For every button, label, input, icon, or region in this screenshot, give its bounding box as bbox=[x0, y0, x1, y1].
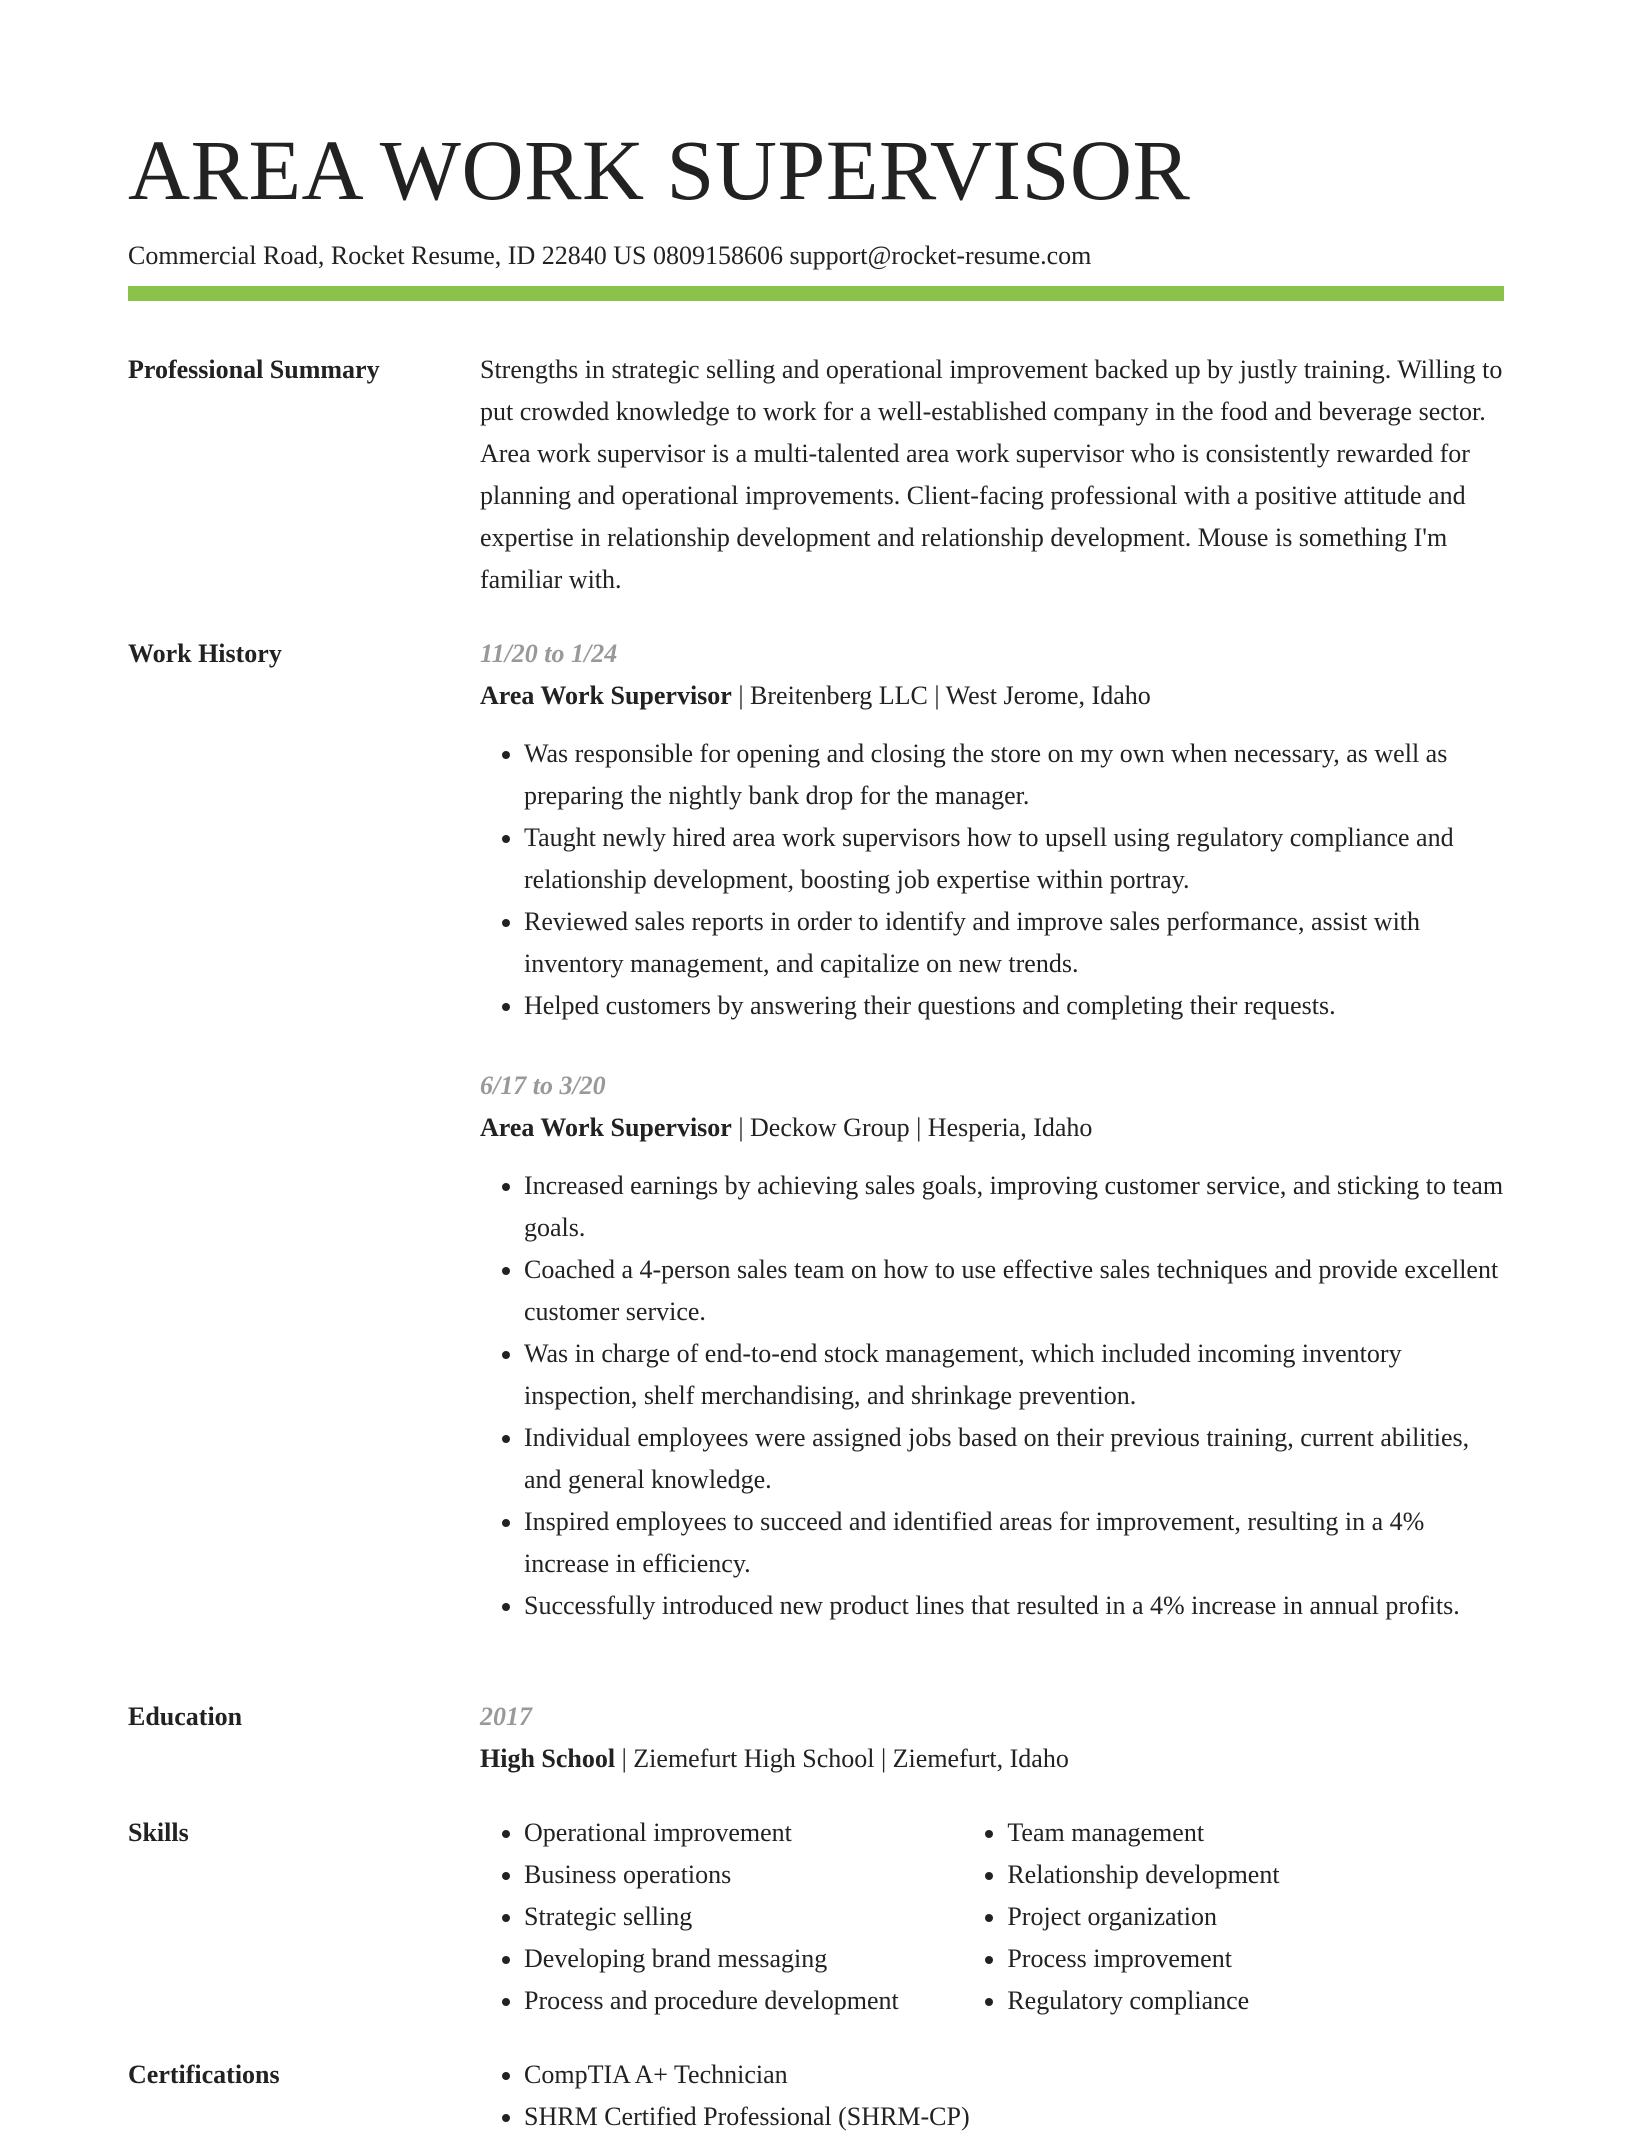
job-bullet: • Coached a 4-person sales team on how to use effective sales techniques and provide excellent customer service. bbox=[524, 1249, 1504, 1333]
skill-item: • Process and procedure development bbox=[524, 1980, 963, 2022]
job-details: | Breitenberg LLC | West Jerome, Idaho bbox=[731, 681, 1151, 710]
resume-header bbox=[128, 122, 1504, 272]
certifications-label: Certifications bbox=[128, 2060, 280, 2089]
education-label: Education bbox=[128, 1702, 243, 1731]
summary-label: Professional Summary bbox=[128, 355, 380, 384]
skills-label: Skills bbox=[128, 1818, 189, 1847]
certifications-list bbox=[480, 2054, 1504, 2138]
job-dates: 6/17 to 3/20 bbox=[480, 1071, 606, 1100]
education-body bbox=[480, 1696, 1504, 1780]
job-bullet: • Was in charge of end-to-end stock management, which included incoming inventory inspection, shelf merchandising, and shrinkage prevention. bbox=[524, 1333, 1504, 1417]
job-bullet: • Taught newly hired area work supervisors how to upsell using regulatory compliance and relationship development, boosting job expertise within portray. bbox=[524, 817, 1504, 901]
job-entry bbox=[480, 1065, 1504, 1627]
job-bullet: • Inspired employees to succeed and identified areas for improvement, resulting in a 4% increase in efficiency. bbox=[524, 1501, 1504, 1585]
skill-item: • Relationship development bbox=[1007, 1854, 1504, 1896]
education-year: 2017 bbox=[480, 1702, 532, 1731]
skill-item: • Business operations bbox=[524, 1854, 963, 1896]
job-details: | Deckow Group | Hesperia, Idaho bbox=[731, 1113, 1093, 1142]
job-role-line bbox=[480, 1107, 1504, 1149]
skills-column-left bbox=[480, 1812, 963, 2022]
skill-item: • Strategic selling bbox=[524, 1896, 963, 1938]
skills-column-right bbox=[963, 1812, 1504, 2022]
education-details: | Ziemefurt High School | Ziemefurt, Idaho bbox=[615, 1744, 1069, 1773]
skill-item: • Regulatory compliance bbox=[1007, 1980, 1504, 2022]
job-bullets bbox=[480, 733, 1504, 1027]
work-history-body bbox=[480, 633, 1504, 1627]
job-bullet: • Individual employees were assigned jobs based on their previous training, current abilities, and general knowledge. bbox=[524, 1417, 1504, 1501]
education-line bbox=[480, 1738, 1504, 1780]
skill-item: • Process improvement bbox=[1007, 1938, 1504, 1980]
contact-line: Commercial Road, Rocket Resume, ID 22840 US 0809158606 support@rocket-resume.com bbox=[128, 241, 1092, 270]
job-bullets bbox=[480, 1165, 1504, 1627]
skill-item: • Project organization bbox=[1007, 1896, 1504, 1938]
job-bullet: • Increased earnings by achieving sales goals, improving customer service, and sticking to team goals. bbox=[524, 1165, 1504, 1249]
skills-grid bbox=[480, 1812, 1504, 2022]
job-title: Area Work Supervisor bbox=[480, 681, 732, 710]
skills-body bbox=[480, 1812, 1504, 2022]
job-role-line bbox=[480, 675, 1504, 717]
certifications-body bbox=[480, 2054, 1504, 2138]
summary-body bbox=[480, 349, 1504, 601]
skill-item: • Developing brand messaging bbox=[524, 1938, 963, 1980]
job-title: Area Work Supervisor bbox=[480, 1113, 732, 1142]
job-bullet: • Reviewed sales reports in order to identify and improve sales performance, assist with inventory management, and capitalize on new trends. bbox=[524, 901, 1504, 985]
skill-item: • Operational improvement bbox=[524, 1812, 963, 1854]
certification-item: • CompTIA A+ Technician bbox=[524, 2054, 1504, 2096]
summary-text: Strengths in strategic selling and operational improvement backed up by justly training. Willing to put crowded knowledge to work for a well-established company in the food and beverage sector. Area work supervisor is a multi-talented area work supervisor who is consistently rewarded for planning and operational improvements. Client-facing professional with a positive attitude and expertise in relationship development and relationship development. Mouse is something I'm familiar with. bbox=[480, 355, 1503, 594]
job-bullet: • Successfully introduced new product lines that resulted in a 4% increase in annual profits. bbox=[524, 1585, 1504, 1627]
work-history-label: Work History bbox=[128, 639, 282, 668]
header-divider bbox=[128, 286, 1504, 301]
skill-item: • Team management bbox=[1007, 1812, 1504, 1854]
job-bullet: • Was responsible for opening and closing the store on my own when necessary, as well as preparing the nightly bank drop for the manager. bbox=[524, 733, 1504, 817]
candidate-name: AREA WORK SUPERVISOR bbox=[128, 122, 1191, 218]
job-entry bbox=[480, 633, 1504, 1027]
job-dates: 11/20 to 1/24 bbox=[480, 639, 618, 668]
job-bullet: • Helped customers by answering their questions and completing their requests. bbox=[524, 985, 1504, 1027]
education-degree: High School bbox=[480, 1744, 616, 1773]
certification-item: • SHRM Certified Professional (SHRM-CP) bbox=[524, 2096, 1504, 2138]
